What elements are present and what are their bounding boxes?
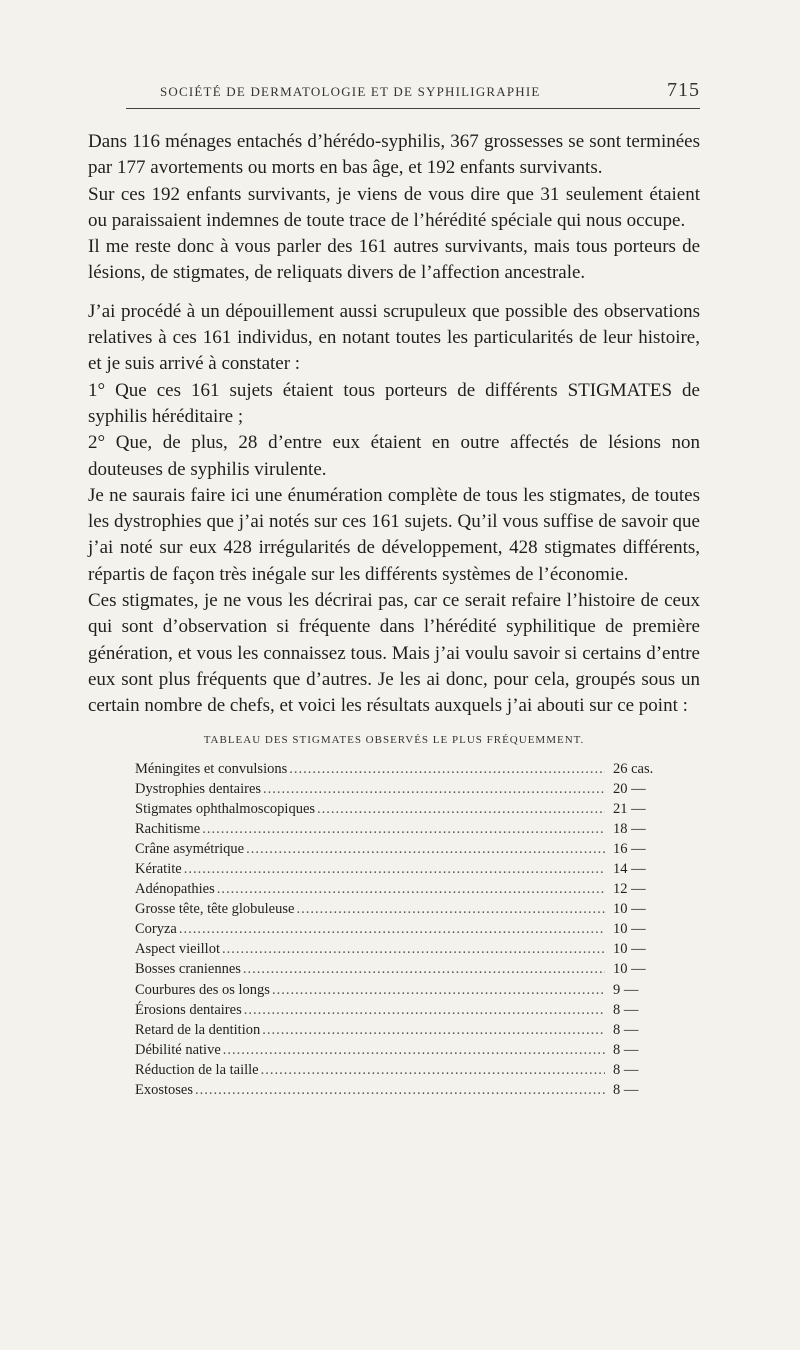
table-row [135, 919, 661, 939]
book-page [88, 70, 700, 1100]
table-row [135, 1000, 661, 1020]
row-label: Kératite [135, 861, 182, 877]
table-row [135, 859, 661, 879]
stigmates-list [135, 759, 661, 1101]
row-count: 8 — [613, 1061, 639, 1078]
dot-leader [262, 1020, 605, 1040]
header-rule [126, 108, 700, 109]
row-count: 20 — [613, 780, 646, 797]
paragraph: 1° Que ces 161 sujets étaient tous porteurs de différents STIGMATES de syphilis héréditaire ; [88, 379, 700, 427]
row-label: Exostoses [135, 1082, 193, 1099]
row-label: Rachitisme [135, 820, 201, 837]
stigmates-table [88, 734, 700, 1101]
table-row [135, 1040, 661, 1060]
table-row [135, 959, 661, 979]
running-title: SOCIÉTÉ DE DERMATOLOGIE ET DE SYPHILIGRAPHIE [160, 84, 541, 99]
paragraph: Il me reste donc à vous parler des 161 autres survivants, mais tous porteurs de lésions, de stigmates, de reliquats divers de l’affection ancestrale. [88, 236, 700, 284]
table-row [135, 759, 661, 779]
body-text [88, 129, 700, 720]
row-label: Grosse tête, tête globuleuse [135, 901, 295, 918]
row-count: 16 — [613, 840, 646, 857]
table-row [135, 879, 661, 899]
table-row [135, 1060, 661, 1080]
dot-leader [222, 939, 605, 959]
page-number: 715 [667, 79, 700, 101]
row-count: 10 — [613, 921, 646, 938]
row-count: 10 — [613, 941, 646, 958]
paragraph: 2° Que, de plus, 28 d’entre eux étaient en outre affectés de lésions non douteuses de syphilis virulente. [88, 432, 700, 480]
dot-leader [202, 819, 605, 839]
table-row [135, 819, 661, 839]
table-row [135, 1020, 661, 1040]
row-label: Courbures des os longs [135, 981, 270, 998]
table-title: TABLEAU DES STIGMATES OBSERVÉS LE PLUS FRÉQUEMMENT. [203, 733, 585, 746]
row-label: Méningites et convulsions [135, 760, 288, 777]
table-row [135, 1080, 661, 1100]
dot-leader [263, 779, 605, 799]
table-row [135, 899, 661, 919]
row-count: 14 — [613, 861, 646, 877]
dot-leader [296, 899, 605, 919]
row-count: 8 — [613, 1021, 639, 1038]
row-count: 9 — [613, 981, 639, 998]
table-row [135, 799, 661, 819]
dot-leader [246, 839, 605, 859]
row-count: 12 — [613, 881, 646, 898]
paragraph: Dans 116 ménages entachés d’hérédo-syphilis, 367 grossesses se sont terminées par 177 avortements ou morts en bas âge, et 192 enfants survivants. [88, 131, 700, 179]
dot-leader [317, 799, 605, 819]
row-label: Érosions dentaires [135, 1001, 242, 1018]
row-label: Aspect vieillot [135, 941, 220, 958]
row-label: Débilité native [135, 1041, 221, 1058]
table-row [135, 839, 661, 859]
row-count: 26 cas. [613, 760, 654, 777]
dot-leader [184, 859, 605, 879]
paragraph: Je ne saurais faire ici une énumération complète de tous les stigmates, de toutes les dystrophies que j’ai notés sur ces 161 sujets. Qu’il vous suffise de savoir que j’ai noté sur eux 428 irrégularités de développement, 428 stigmates différents, répartis de façon très inégale sur les différents systèmes de l’économie. [88, 484, 700, 585]
table-row [135, 779, 661, 799]
row-label: Adénopathies [135, 881, 215, 898]
dot-leader [195, 1080, 605, 1100]
paragraph: Sur ces 192 enfants survivants, je viens de vous dire que 31 seulement étaient ou paraissaient indemnes de toute trace de l’hérédité spéciale qui nous occupe. [88, 183, 700, 231]
row-label: Réduction de la taille [135, 1061, 259, 1078]
running-head [88, 70, 700, 104]
row-label: Stigmates ophthalmoscopiques [135, 800, 316, 817]
row-count: 8 — [613, 1041, 639, 1058]
table-row [135, 980, 661, 1000]
paragraph: Ces stigmates, je ne vous les décrirai pas, car ce serait refaire l’histoire de ceux qui sont d’observation si fréquente dans l’hérédité syphilitique de première génération, et vous les connaissez tous. Mais j’ai voulu savoir si certains d’entre eux sont plus fréquents que d’autres. Je les ai donc, pour cela, groupés sous un certain nombre de chefs, et voici les résultats auxquels j’ai abouti sur ce point : [88, 590, 700, 717]
row-count: 8 — [613, 1001, 639, 1018]
dot-leader [289, 759, 605, 779]
table-row [135, 939, 661, 959]
dot-leader [243, 959, 605, 979]
paragraph: J’ai procédé à un dépouillement aussi scrupuleux que possible des observations relatives à ces 161 individus, en notant toutes les particularités de leur histoire, et je suis arrivé à constater : [88, 300, 700, 375]
row-count: 18 — [613, 820, 646, 837]
dot-leader [244, 1000, 605, 1020]
dot-leader [272, 980, 605, 1000]
dot-leader [261, 1060, 605, 1080]
row-count: 10 — [613, 901, 646, 918]
dot-leader [223, 1040, 605, 1060]
row-label: Dystrophies dentaires [135, 780, 262, 797]
dot-leader [179, 919, 605, 939]
row-label: Coryza [135, 921, 177, 938]
row-count: 10 — [613, 961, 646, 978]
dot-leader [217, 879, 605, 899]
row-label: Retard de la dentition [135, 1021, 261, 1038]
row-count: 8 — [613, 1082, 639, 1099]
row-label: Crâne asymétrique [135, 840, 245, 857]
row-label: Bosses craniennes [135, 961, 241, 978]
row-count: 21 — [613, 800, 646, 817]
